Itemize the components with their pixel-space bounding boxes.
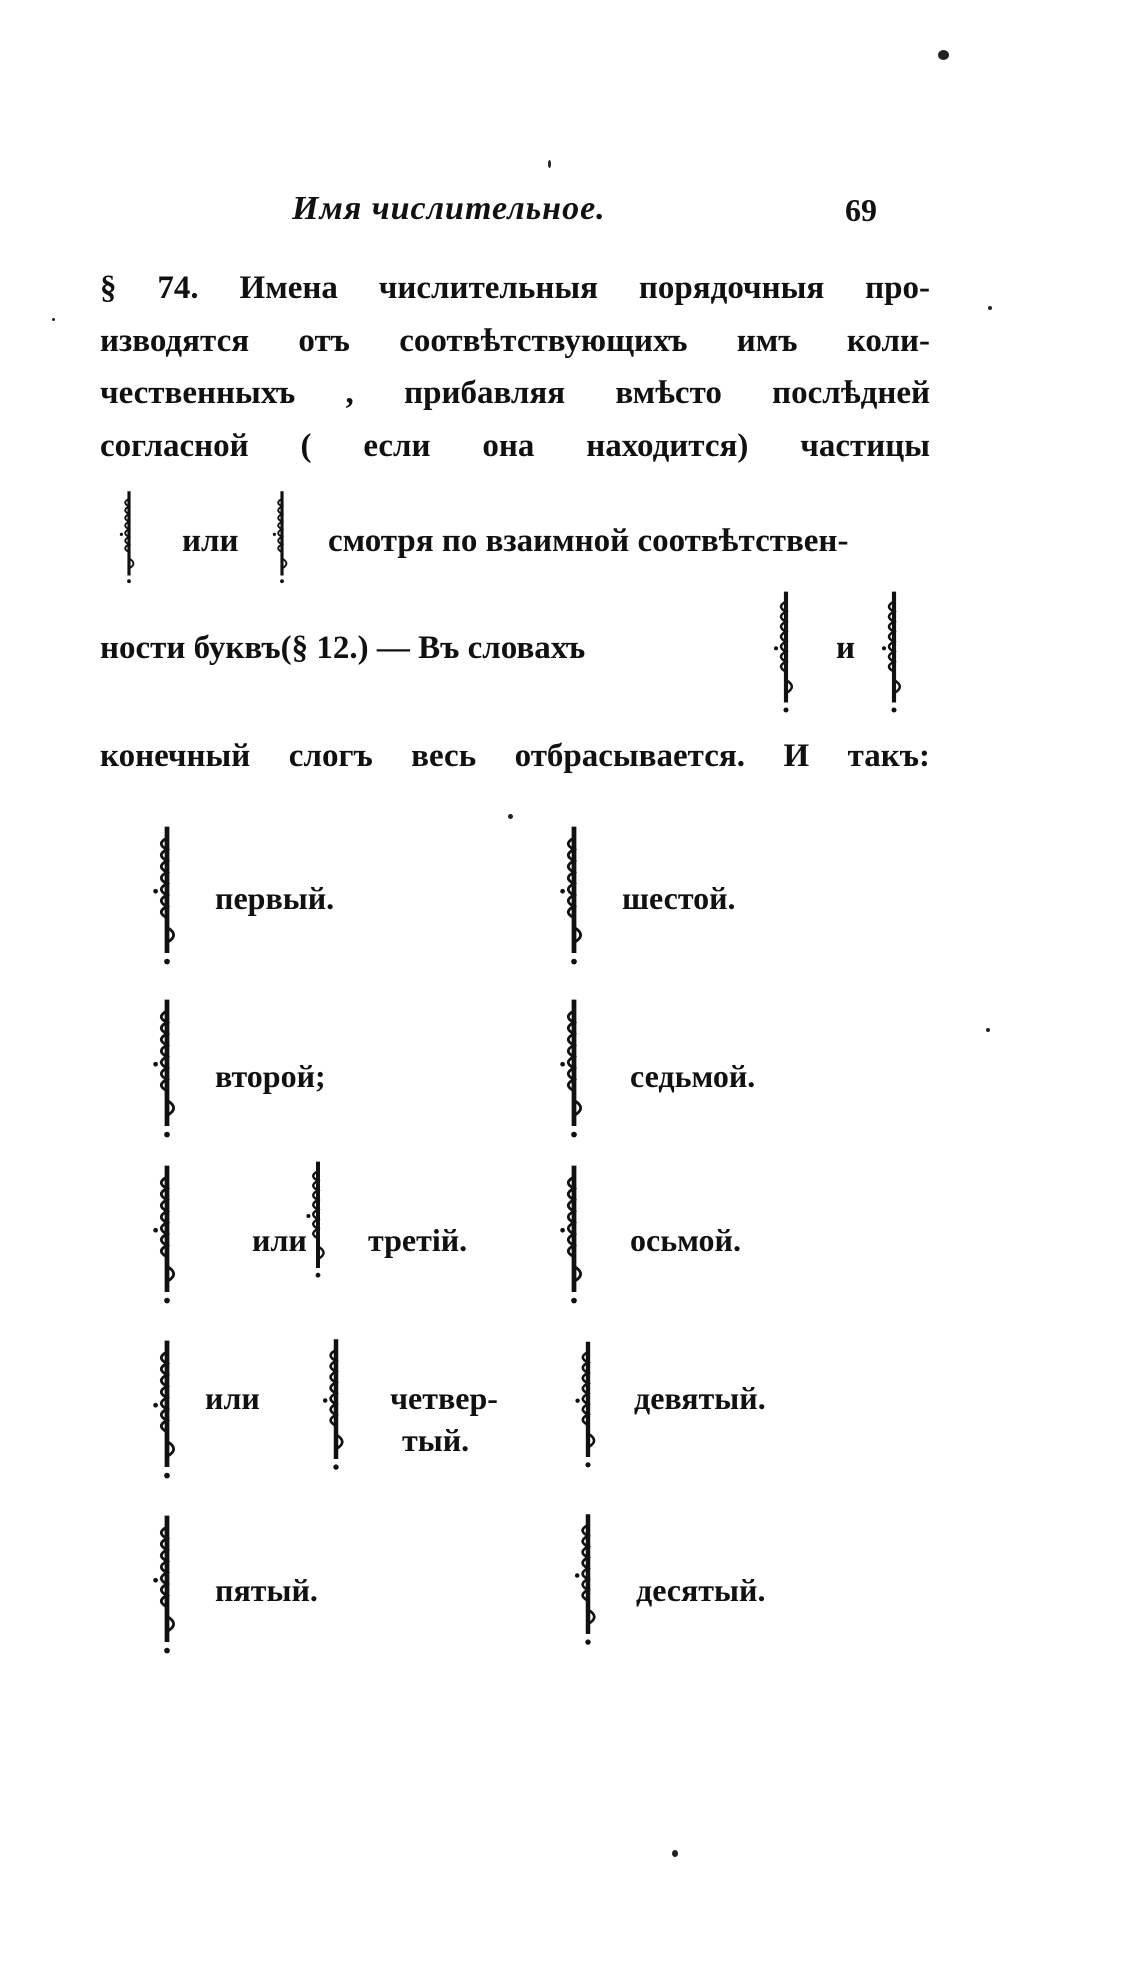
- scan-speck: [548, 160, 551, 168]
- paragraph-line-6-text: ности буквъ(§ 12.) — Въ словахъ: [100, 630, 586, 666]
- paragraph-line-7: конечный слогъ весь отбрасывается. И такъ:: [100, 738, 930, 774]
- mongolian-script-icon: [148, 1510, 186, 1660]
- scan-speck: [672, 1850, 678, 1857]
- numeral-third-label: третій.: [368, 1222, 468, 1258]
- scan-speck: [986, 1028, 990, 1032]
- scan-speck: [988, 306, 992, 310]
- numeral-third-connector: или: [252, 1222, 307, 1258]
- page-number: 69: [845, 192, 877, 228]
- numeral-seventh-label: седьмой.: [630, 1058, 756, 1094]
- mongolian-script-icon: [555, 822, 593, 970]
- mongolian-script-icon: [265, 490, 299, 585]
- paragraph-conjunction-and: и: [836, 630, 856, 666]
- mongolian-script-icon: [148, 995, 186, 1143]
- paragraph-line-2: изводятся отъ соотвѣтствующихъ имъ коли-: [100, 323, 930, 359]
- numeral-sixth-label: шестой.: [622, 880, 736, 916]
- paragraph-line-1: § 74. Имена числительныя порядочныя про-: [100, 270, 930, 306]
- mongolian-script-icon: [318, 1335, 354, 1475]
- scan-speck: [938, 50, 949, 60]
- numeral-fourth-connector: или: [205, 1380, 260, 1416]
- mongolian-script-icon: [112, 490, 146, 585]
- scan-speck: [508, 814, 513, 819]
- paragraph-line-3: чественныхъ , прибавляя вмѣсто послѣдней: [100, 375, 930, 411]
- numeral-second-label: второй;: [215, 1058, 326, 1094]
- mongolian-script-icon: [300, 1160, 336, 1280]
- mongolian-script-icon: [555, 995, 593, 1143]
- scan-speck: [52, 318, 55, 321]
- mongolian-script-icon: [768, 590, 804, 715]
- numeral-fifth-label: пятый.: [215, 1572, 318, 1608]
- mongolian-script-icon: [570, 1340, 606, 1470]
- numeral-fourth-label-line-2: тый.: [402, 1422, 470, 1458]
- mongolian-script-icon: [148, 1160, 186, 1310]
- mongolian-script-icon: [876, 590, 912, 715]
- paragraph-line-5-text: смотря по взаимной соотвѣтствен-: [328, 523, 849, 559]
- mongolian-script-icon: [570, 1510, 606, 1650]
- paragraph-line-4: согласной ( если она находится) частицы: [100, 428, 930, 464]
- mongolian-script-icon: [148, 1335, 186, 1485]
- numeral-fourth-label-line-1: четвер-: [390, 1380, 498, 1416]
- paragraph-connector-or: или: [182, 523, 239, 559]
- numeral-first-label: первый.: [215, 880, 335, 916]
- numeral-ninth-label: девятый.: [634, 1380, 766, 1416]
- numeral-tenth-label: десятый.: [636, 1572, 766, 1608]
- numeral-eighth-label: осьмой.: [630, 1222, 741, 1258]
- mongolian-script-icon: [148, 822, 186, 970]
- mongolian-script-icon: [555, 1160, 593, 1310]
- running-header-title: Имя числительное.: [292, 190, 606, 227]
